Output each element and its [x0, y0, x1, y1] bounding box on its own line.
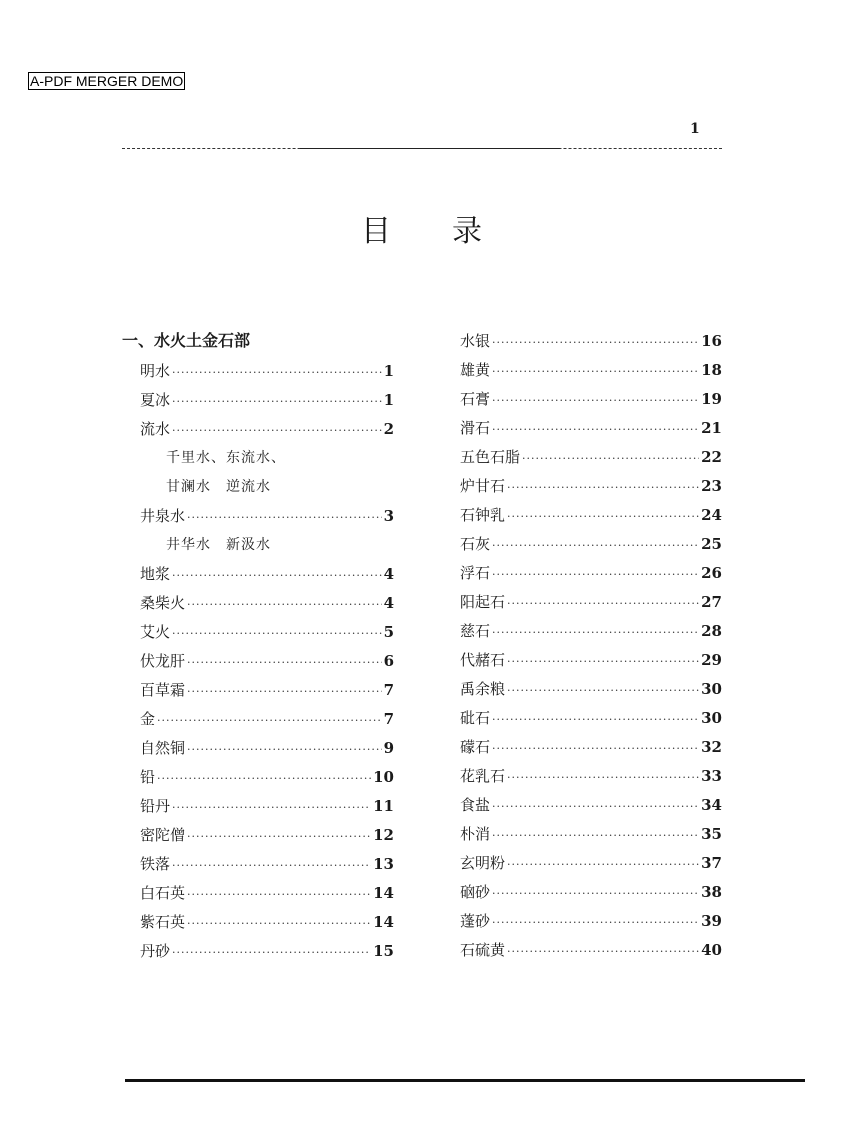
toc-entry[interactable]: [460, 851, 722, 880]
toc-entry[interactable]: [460, 474, 722, 503]
toc-entry-title: 伏龙肝: [140, 652, 186, 670]
toc-entry-page: 13: [373, 855, 394, 873]
toc-entry-page: 9: [383, 739, 394, 757]
toc-entry-title: 石膏: [460, 390, 491, 408]
toc-entry-page: 38: [701, 883, 722, 901]
toc-entry-title: 滑石: [460, 419, 491, 437]
leader-dots: [172, 564, 382, 588]
toc-entry-title: 炉甘石: [460, 477, 506, 495]
toc-entry[interactable]: [122, 765, 394, 794]
leader-dots: [172, 796, 371, 820]
toc-entry-page: 4: [383, 565, 394, 583]
toc-entry-title: 紫石英: [140, 913, 186, 931]
toc-subentry: 千里水、东流水、: [166, 450, 286, 466]
toc-entry[interactable]: [460, 445, 722, 474]
toc-entry-page: 11: [373, 797, 394, 815]
toc-right-list: [460, 329, 722, 967]
toc-entry-page: 4: [383, 594, 394, 612]
toc-entry-title: 石灰: [460, 535, 491, 553]
toc-entry-page: 26: [701, 564, 722, 582]
toc-entry-page: 6: [383, 652, 394, 670]
toc-entry-title: 地浆: [140, 565, 171, 583]
toc-entry[interactable]: [122, 678, 394, 707]
leader-dots: [187, 680, 382, 704]
toc-entry-title: 食盐: [460, 796, 491, 814]
title-char-2: 录: [452, 214, 482, 249]
toc-entry[interactable]: [122, 707, 394, 736]
leader-dots: [507, 592, 699, 616]
leader-dots: [507, 940, 699, 964]
toc-entry-title: 明水: [140, 362, 171, 380]
leader-dots: [507, 853, 699, 877]
toc-entry[interactable]: [122, 649, 394, 678]
toc-entry-title: 自然铜: [140, 739, 186, 757]
toc-entry[interactable]: [460, 619, 722, 648]
toc-entry[interactable]: [122, 881, 394, 910]
toc-entry-page: 37: [701, 854, 722, 872]
page-title: [0, 212, 866, 252]
toc-entry-title: 丹砂: [140, 942, 171, 960]
leader-dots: [187, 912, 371, 936]
toc-entry[interactable]: [122, 852, 394, 881]
toc-entry-title: 铅丹: [140, 797, 171, 815]
toc-entry-title: 禹余粮: [460, 680, 506, 698]
toc-entry-page: 7: [383, 681, 394, 699]
toc-entry[interactable]: [122, 939, 394, 968]
toc-entry[interactable]: [460, 387, 722, 416]
toc-entry-page: 30: [701, 680, 722, 698]
leader-dots: [492, 708, 699, 732]
toc-entry[interactable]: [460, 561, 722, 590]
toc-entry-title: 玄明粉: [460, 854, 506, 872]
toc-entry-title: 白石英: [140, 884, 186, 902]
toc-entry-title: 密陀僧: [140, 826, 186, 844]
toc-entry[interactable]: [122, 359, 394, 388]
toc-entry-page: 15: [373, 942, 394, 960]
toc-entry-page: 12: [373, 826, 394, 844]
title-char-1: 目: [361, 214, 391, 249]
leader-dots: [507, 766, 699, 790]
toc-left-list: [122, 359, 394, 968]
toc-entry-page: 14: [373, 913, 394, 931]
toc-entry-page: 29: [701, 651, 722, 669]
toc-entry-title: 砒石: [460, 709, 491, 727]
toc-entry-title: 慈石: [460, 622, 491, 640]
toc-entry[interactable]: [122, 504, 394, 533]
toc-entry-page: 30: [701, 709, 722, 727]
leader-dots: [187, 825, 371, 849]
toc-entry-title: 流水: [140, 420, 171, 438]
toc-left-column: [122, 329, 394, 968]
toc-entry-title: 桑柴火: [140, 594, 186, 612]
toc-entry[interactable]: [460, 416, 722, 445]
toc-subentry: 井华水 新汲水: [166, 537, 271, 553]
toc-entry-page: 25: [701, 535, 722, 553]
toc-entry-page: 33: [701, 767, 722, 785]
toc-entry-title: 代赭石: [460, 651, 506, 669]
toc-entry-page: 24: [701, 506, 722, 524]
toc-entry[interactable]: [460, 909, 722, 938]
leader-dots: [172, 361, 382, 385]
toc-entry[interactable]: [460, 880, 722, 909]
toc-entry-title: 铅: [140, 768, 156, 786]
toc-entry[interactable]: [460, 358, 722, 387]
toc-entry-page: 3: [383, 507, 394, 525]
toc-entry-title: 浮石: [460, 564, 491, 582]
toc-entry-title: 礞石: [460, 738, 491, 756]
leader-dots: [507, 505, 699, 529]
toc-entry-title: 五色石脂: [460, 448, 521, 466]
toc-entry-page: 16: [701, 332, 722, 350]
toc-entry-page: 14: [373, 884, 394, 902]
toc-entry[interactable]: [122, 591, 394, 620]
leader-dots: [187, 883, 371, 907]
toc-entry-page: 2: [383, 420, 394, 438]
leader-dots: [157, 767, 371, 791]
toc-entry-title: 硇砂: [460, 883, 491, 901]
toc-entry-title: 阳起石: [460, 593, 506, 611]
toc-entry[interactable]: [460, 532, 722, 561]
toc-entry[interactable]: [460, 735, 722, 764]
leader-dots: [187, 593, 382, 617]
toc-entry-title: 花乳石: [460, 767, 506, 785]
section-heading: 一、水火土金石部: [122, 331, 251, 350]
toc-entry-page: 39: [701, 912, 722, 930]
leader-dots: [187, 738, 382, 762]
leader-dots: [492, 824, 699, 848]
header-rule-solid: [300, 148, 560, 149]
toc-subentry: 甘澜水 逆流水: [166, 479, 271, 495]
toc-entry[interactable]: [460, 677, 722, 706]
leader-dots: [172, 854, 371, 878]
leader-dots: [187, 651, 382, 675]
toc-entry[interactable]: [460, 764, 722, 793]
toc-entry-page: 5: [383, 623, 394, 641]
toc-entry-title: 百草霜: [140, 681, 186, 699]
leader-dots: [172, 390, 382, 414]
leader-dots: [522, 447, 699, 471]
toc-entry[interactable]: [122, 736, 394, 765]
toc-entry[interactable]: [122, 388, 394, 417]
toc-entry[interactable]: [122, 910, 394, 939]
toc-entry-page: 40: [701, 941, 722, 959]
leader-dots: [187, 506, 382, 530]
leader-dots: [172, 941, 371, 965]
toc-entry-page: 7: [383, 710, 394, 728]
toc-entry-page: 35: [701, 825, 722, 843]
toc-entry-page: 19: [701, 390, 722, 408]
toc-right-column: [460, 329, 722, 967]
toc-entry-title: 雄黄: [460, 361, 491, 379]
leader-dots: [492, 331, 699, 355]
toc-entry-title: 蓬砂: [460, 912, 491, 930]
toc-entry-title: 石硫黄: [460, 941, 506, 959]
toc-entry-title: 金: [140, 710, 156, 728]
toc-entry[interactable]: [122, 562, 394, 591]
toc-entry[interactable]: [460, 329, 722, 358]
toc-entry-page: 18: [701, 361, 722, 379]
leader-dots: [492, 911, 699, 935]
toc-entry-title: 朴消: [460, 825, 491, 843]
toc-entry[interactable]: [460, 793, 722, 822]
toc-entry[interactable]: [460, 503, 722, 532]
toc-entry-title: 石钟乳: [460, 506, 506, 524]
toc-entry-page: 23: [701, 477, 722, 495]
leader-dots: [507, 650, 699, 674]
leader-dots: [157, 709, 382, 733]
leader-dots: [492, 737, 699, 761]
toc-entry[interactable]: [122, 794, 394, 823]
leader-dots: [507, 476, 699, 500]
toc-entry-page: 27: [701, 593, 722, 611]
watermark-label: A-PDF MERGER DEMO: [30, 73, 184, 89]
leader-dots: [492, 795, 699, 819]
toc-entry[interactable]: [460, 706, 722, 735]
leader-dots: [492, 418, 699, 442]
toc-entry-page: 32: [701, 738, 722, 756]
leader-dots: [492, 621, 699, 645]
toc-entry[interactable]: [122, 620, 394, 649]
leader-dots: [492, 882, 699, 906]
leader-dots: [172, 419, 382, 443]
toc-entry[interactable]: [460, 590, 722, 619]
toc-entry[interactable]: [460, 648, 722, 677]
toc-entry-title: 井泉水: [140, 507, 186, 525]
toc-entry[interactable]: [460, 822, 722, 851]
toc-entry[interactable]: [460, 938, 722, 967]
toc-entry-page: 21: [701, 419, 722, 437]
toc-entry-title: 艾火: [140, 623, 171, 641]
toc-entry-title: 水银: [460, 332, 491, 350]
leader-dots: [492, 563, 699, 587]
leader-dots: [172, 622, 382, 646]
toc-entry-page: 34: [701, 796, 722, 814]
toc-entry-page: 10: [373, 768, 394, 786]
toc-entry[interactable]: [122, 417, 394, 446]
footer-rule: [125, 1079, 805, 1082]
leader-dots: [492, 360, 699, 384]
toc-entry-page: 28: [701, 622, 722, 640]
leader-dots: [492, 389, 699, 413]
toc-entry-page: 22: [701, 448, 722, 466]
leader-dots: [507, 679, 699, 703]
toc-entry-page: 1: [383, 391, 394, 409]
toc-entry[interactable]: [122, 823, 394, 852]
leader-dots: [492, 534, 699, 558]
toc-entry-title: 夏冰: [140, 391, 171, 409]
toc-entry-page: 1: [383, 362, 394, 380]
page-number: 1: [690, 121, 700, 137]
toc-entry-title: 铁落: [140, 855, 171, 873]
